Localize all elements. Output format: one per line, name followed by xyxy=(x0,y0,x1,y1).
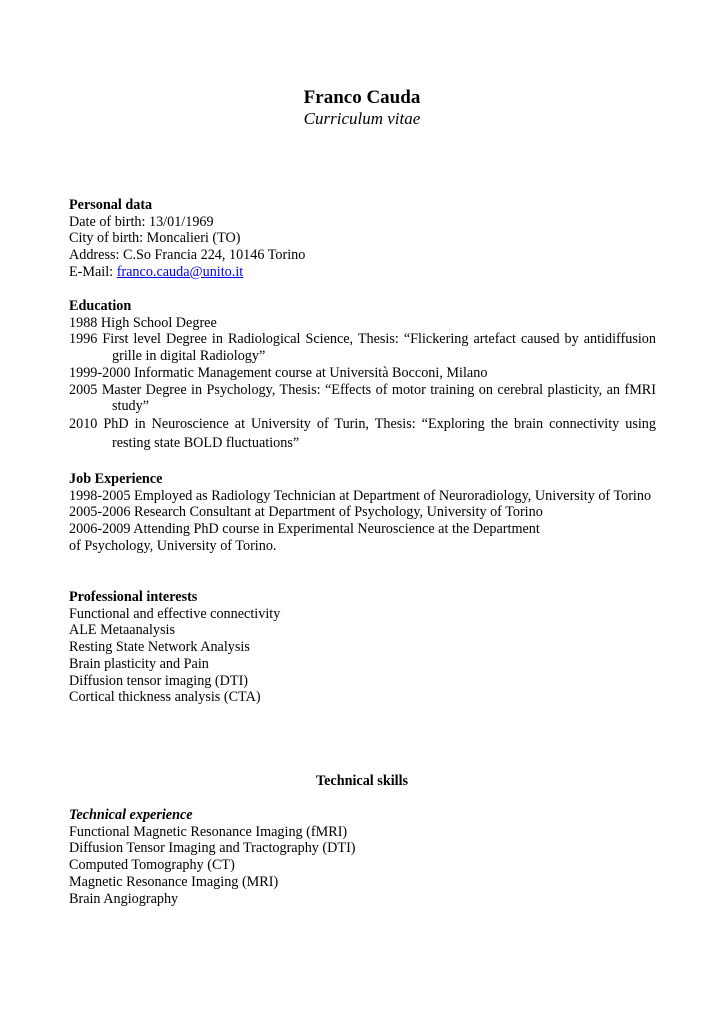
education-item: 1988 High School Degree xyxy=(69,314,217,331)
email-line xyxy=(69,264,656,281)
personal-data-section xyxy=(69,197,656,281)
interest-item: Diffusion tensor imaging (DTI) xyxy=(69,672,249,689)
education-item: 2005 Master Degree in Psychology, Thesis: “Effects of motor training on cerebral plasticity, an fMRI study” xyxy=(69,381,656,415)
education-item: 2010 PhD in Neuroscience at University of Turin, Thesis: “Exploring the brain connectivity using resting state BOLD fluctuations” xyxy=(69,415,656,451)
professional-interests-heading: Professional interests xyxy=(69,589,198,605)
cv-name: Franco Cauda xyxy=(303,87,421,108)
skill-item: Diffusion Tensor Imaging and Tractography (DTI) xyxy=(69,840,356,857)
email-label: E-Mail: xyxy=(69,263,117,280)
job-experience-section xyxy=(69,471,656,555)
technical-skills-heading: Technical skills xyxy=(315,773,409,789)
skill-item: Brain Angiography xyxy=(69,890,179,907)
education-item: 1999-2000 Informatic Management course at Università Bocconi, Milano xyxy=(69,364,488,381)
interest-item: Brain plasticity and Pain xyxy=(69,655,209,672)
date-of-birth: Date of birth: 13/01/1969 xyxy=(69,213,214,230)
interest-item: Functional and effective connectivity xyxy=(69,605,281,622)
cv-subtitle: Curriculum vitae xyxy=(303,109,421,128)
education-heading: Education xyxy=(69,298,132,314)
interest-item: ALE Metaanalysis xyxy=(69,622,175,639)
skill-item: Magnetic Resonance Imaging (MRI) xyxy=(69,873,279,890)
job-item: of Psychology, University of Torino. xyxy=(69,537,277,554)
job-item: 1998-2005 Employed as Radiology Technician at Department of Neuroradiology, University of Torino xyxy=(69,487,652,504)
technical-experience-section xyxy=(69,807,656,907)
professional-interests-section xyxy=(69,589,656,706)
skill-item: Functional Magnetic Resonance Imaging (fMRI) xyxy=(69,823,348,840)
address: Address: C.So Francia 224, 10146 Torino xyxy=(69,247,306,264)
education-section xyxy=(69,298,656,453)
technical-experience-heading: Technical experience xyxy=(69,807,193,823)
job-experience-heading: Job Experience xyxy=(69,471,163,487)
job-item: 2005-2006 Research Consultant at Department of Psychology, University of Torino xyxy=(69,504,543,521)
job-item: 2006-2009 Attending PhD course in Experimental Neuroscience at the Department xyxy=(69,521,540,538)
email-link[interactable]: franco.cauda@unito.it xyxy=(116,263,244,280)
interest-item: Resting State Network Analysis xyxy=(69,639,250,656)
personal-data-heading: Personal data xyxy=(69,197,153,213)
education-item: 1996 First level Degree in Radiological Science, Thesis: “Flickering artefact caused by antidiffusion grille in digital Radiology” xyxy=(69,331,656,365)
city-of-birth: City of birth: Moncalieri (TO) xyxy=(69,230,241,247)
interest-item: Cortical thickness analysis (CTA) xyxy=(69,689,261,706)
skill-item: Computed Tomography (CT) xyxy=(69,857,235,874)
